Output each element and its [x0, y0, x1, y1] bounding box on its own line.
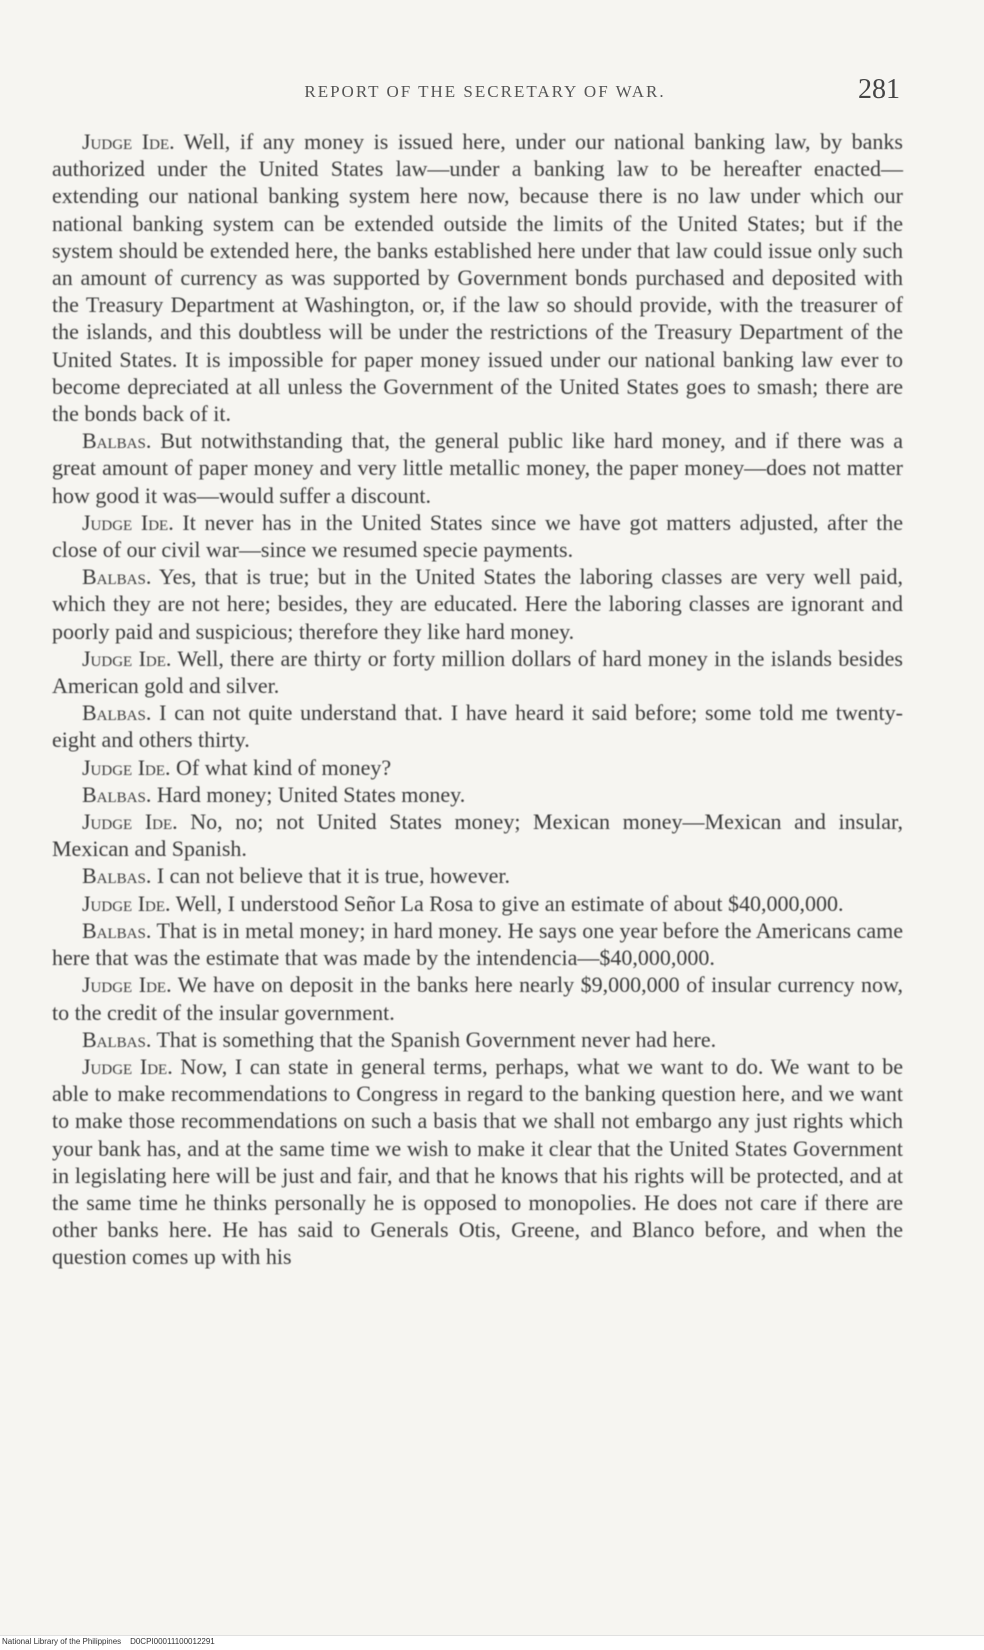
page-header [70, 74, 900, 106]
paragraph [52, 427, 903, 509]
paragraph [52, 808, 903, 862]
speaker-name: Balbas. [82, 917, 152, 943]
paragraph [52, 862, 903, 889]
speaker-name: Judge Ide. [82, 809, 178, 835]
speaker-name: Balbas. [82, 564, 152, 590]
running-head: REPORT OF THE SECRETARY OF WAR. [304, 82, 666, 101]
speaker-name: Balbas. [82, 1026, 152, 1052]
speaker-name: Balbas. [82, 781, 152, 807]
paragraph [52, 971, 903, 1025]
paragraph [52, 917, 903, 971]
paragraph-text: I can not quite understand that. I have heard it said before; some told me twenty-eight and others thirty. [52, 700, 903, 753]
paragraph [52, 754, 903, 781]
speaker-name: Judge Ide. [82, 129, 175, 154]
speaker-name: Judge Ide. [82, 1053, 173, 1079]
speaker-name: Balbas. [82, 428, 152, 454]
speaker-name: Balbas. [82, 700, 152, 726]
paragraph [52, 645, 903, 699]
paragraph-text: Hard money; United States money. [151, 781, 466, 807]
paragraph-text: Now, I can state in general terms, perhaps, what we want to do. We want to be able to make recommendations to Congress in regard to the banking question here, and we want to make those recommendations on such a basis that we shall not embargo any just rights which your bank has, and at the same time we wish to make it clear that the United States Government in legislating here will be just and fair, and that he knows that his rights will be protected, and at the same time he thinks personally he is opposed to monopolies. He does not care if there are other banks here. He has said to Generals Otis, Greene, and Blanco before, and when the question comes up with his [52, 1053, 903, 1270]
speaker-name: Balbas. [82, 863, 152, 889]
paragraph-text: Of what kind of money? [170, 754, 392, 780]
page-number: 281 [858, 74, 900, 105]
footer-bar [0, 1635, 984, 1650]
paragraph-text: That is something that the Spanish Government never had here. [151, 1026, 717, 1052]
paragraph [52, 1053, 903, 1271]
paragraph [52, 509, 903, 563]
paragraph-text: Yes, that is true; but in the United States the laboring classes are very well paid, which they are not here; besides, they are educated. Here the laboring classes are ignorant and poorly paid and suspicious; therefore they like hard money. [52, 564, 903, 644]
paragraph-text: No, no; not United States money; Mexican money—Mexican and insular, Mexican and Spanish. [52, 809, 903, 862]
paragraph-text: Well, I understood Señor La Rosa to give an estimate of about $40,000,000. [170, 890, 844, 916]
paragraph [52, 563, 903, 645]
speaker-name: Judge Ide. [82, 754, 171, 780]
paragraph-text: I can not believe that it is true, however. [151, 863, 510, 889]
paragraph [52, 890, 903, 917]
speaker-name: Judge Ide. [82, 645, 172, 671]
paragraph [52, 128, 903, 427]
paragraph [52, 1026, 903, 1053]
body-text [52, 128, 903, 1271]
paragraph-text: Well, there are thirty or forty million dollars of hard money in the islands besides American gold and silver. [52, 645, 903, 699]
speaker-name: Judge Ide. [82, 972, 172, 998]
footer-text: National Library of the Philippines D0CPI00011100012291 [2, 1637, 215, 1646]
paragraph-text: But notwithstanding that, the general public like hard money, and if there was a great amount of paper money and very little metallic money, the paper money—does not matter how good it was—would suffer a discount. [52, 428, 903, 508]
paragraph-text: That is in metal money; in hard money. He says one year before the Americans came here that was the estimate that was made by the intendencia—$40,000,000. [52, 917, 903, 971]
paragraph [52, 781, 903, 808]
paragraph-text: It never has in the United States since we have got matters adjusted, after the close of our civil war—since we resumed specie payments. [52, 509, 903, 563]
paragraph-text: Well, if any money is issued here, under our national banking law, by banks authorized under the United States law—under a banking law to be hereafter enacted—extending our national banking system here now, because there is no law under which our national banking system can be extended outside the limits of the United States; but if the system should be extended here, the banks established here under that law could issue only such an amount of currency as was supported by Government bonds purchased and deposited with the Treasury Department at Washington, or, if the law so should provide, with the treasurer of the islands, and this doubtless will be under the restrictions of the Treasury Department of the United States. It is impossible for paper money issued under our national banking law ever to become depreciated at all unless the Government of the United States goes to smash; there are the bonds back of it. [52, 129, 903, 427]
paragraph [52, 699, 903, 753]
speaker-name: Judge Ide. [82, 509, 174, 535]
paragraph-text: We have on deposit in the banks here nearly $9,000,000 of insular currency now, to the credit of the insular government. [52, 972, 903, 1025]
speaker-name: Judge Ide. [82, 890, 171, 916]
